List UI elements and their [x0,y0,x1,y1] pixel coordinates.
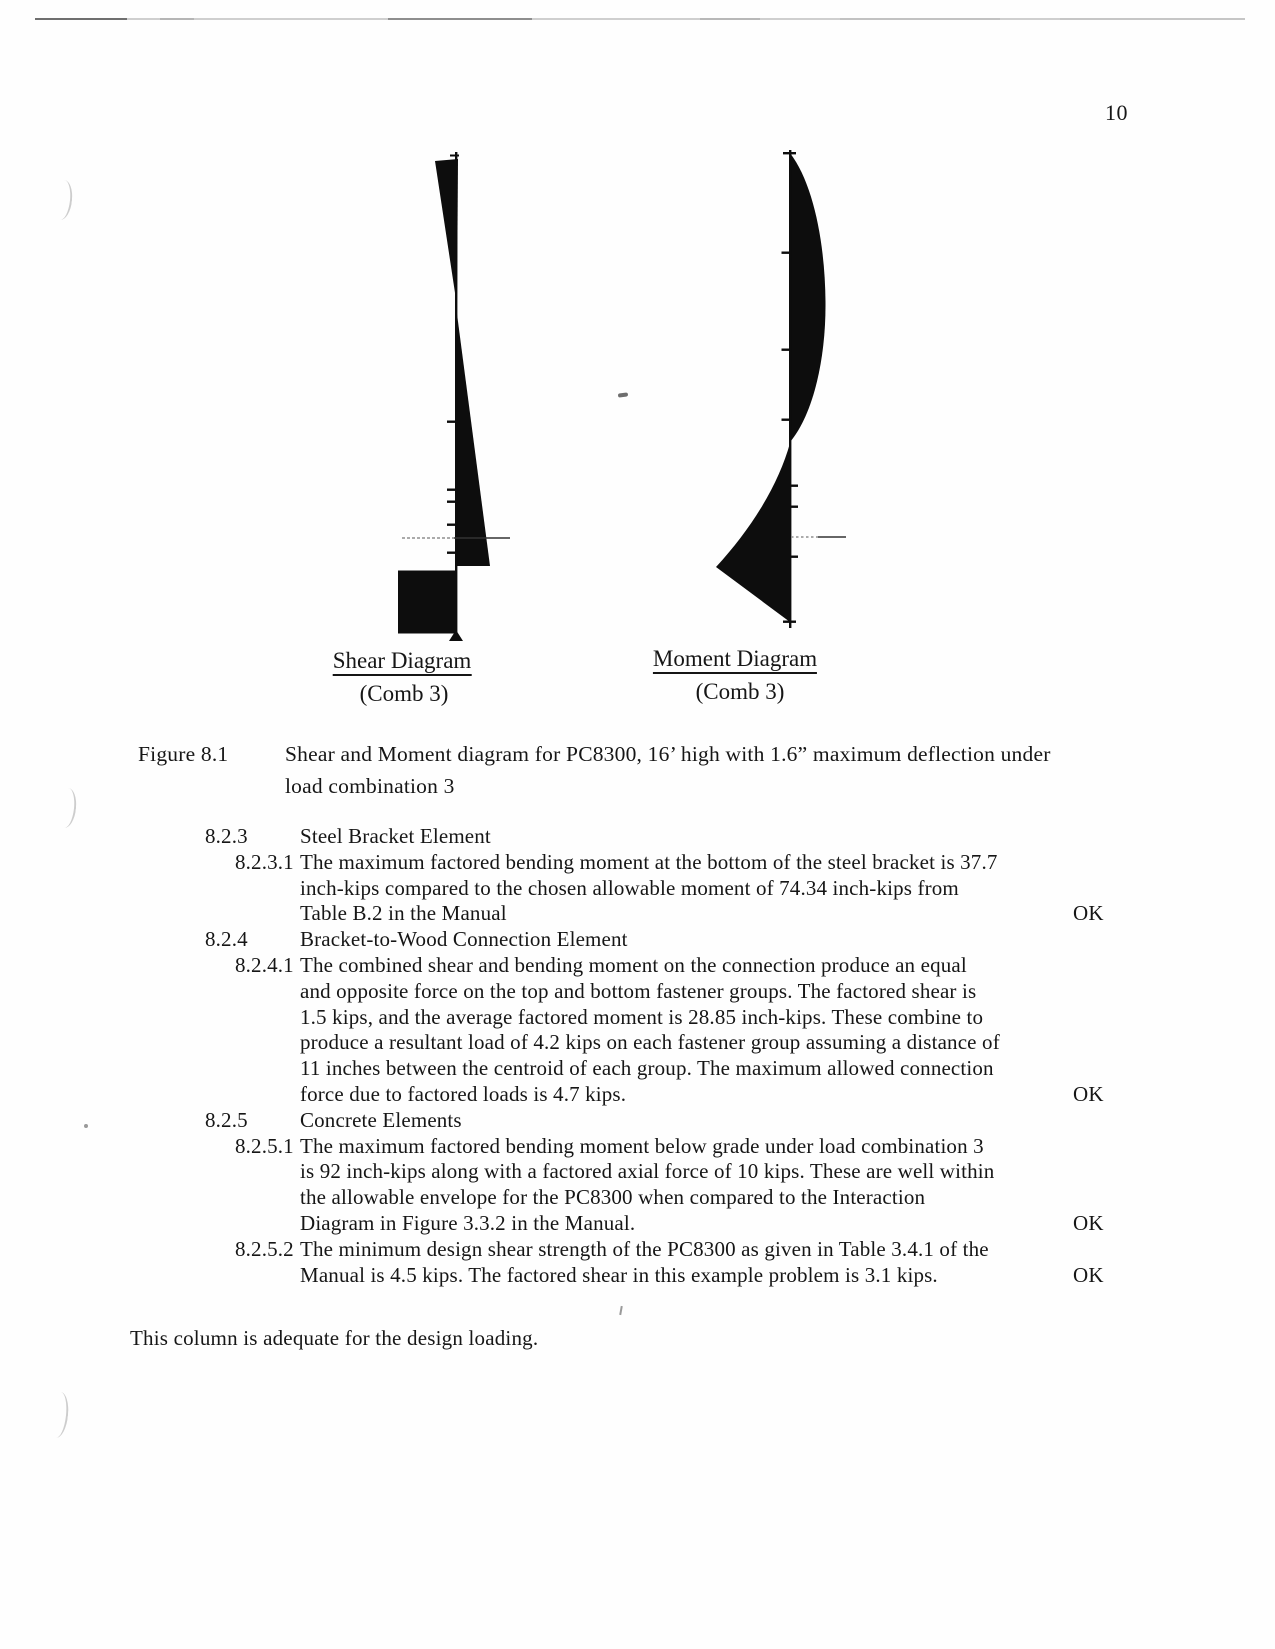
section-body-row [0,1263,1275,1289]
shear-above-grade-left-wedge [435,159,458,306]
section-title: Concrete Elements [300,1107,462,1132]
section-heading-row [0,1108,1275,1134]
moment-tick [790,556,798,558]
moment-tick [782,419,791,421]
page-curl-artifact [54,179,74,220]
moment-tick [782,349,791,351]
item-number: 8.2.5.2 [235,1236,294,1261]
moment-diagram-figure [700,145,850,635]
section-body-row [0,1237,1275,1263]
scan-artifact-segment [700,18,760,20]
item-text-line: The maximum factored bending moment below grade under load combination 3 [300,1133,984,1158]
section-body-row [0,850,1275,876]
section-body-row [0,979,1275,1005]
section-title: Bracket-to-Wood Connection Element [300,927,628,952]
section-body-row [0,1211,1275,1237]
figure-caption-label: Figure 8.1 [138,742,229,766]
scan-artifact-segment [1060,18,1245,20]
moment-above-grade-lobe [790,153,826,442]
section-number: 8.2.4 [205,927,248,952]
moment-tick [790,506,798,508]
closing-statement: This column is adequate for the design loading. [130,1326,539,1350]
shear-tick [447,552,456,554]
moment-axis-top-tick [783,152,796,154]
moment-axis-bottom-tick [783,621,796,623]
scan-artifact-segment [35,18,127,20]
scan-artifact-segment [840,18,1000,20]
figure-caption-line1: Shear and Moment diagram for PC8300, 16’ high with 1.6” maximum deflection under [285,742,1051,766]
section-heading-row [0,824,1275,850]
shear-axis [455,152,457,638]
shear-diagram-figure [395,148,515,645]
moment-diagram-title-text: Moment Diagram [653,646,817,674]
shear-below-grade-block [398,571,456,634]
shear-tick [447,524,456,526]
section-body-row [0,1134,1275,1160]
item-text-line: the allowable envelope for the PC8300 when compared to the Interaction [300,1185,926,1210]
section-body-row [0,1082,1275,1108]
shear-diagram-title-text: Shear Diagram [333,648,472,676]
item-text-line: Table B.2 in the Manual [300,901,507,926]
scan-artifact-segment [388,18,532,20]
section-body-row [0,1030,1275,1056]
page-number: 10 [1105,100,1128,125]
item-text-line: The maximum factored bending moment at the bottom of the steel bracket is 37.7 [300,849,998,874]
item-number: 8.2.5.1 [235,1133,294,1158]
scan-artifact-segment [160,18,194,20]
section-body-row [0,1185,1275,1211]
item-text-line: 11 inches between the centroid of each group. The maximum allowed connection [300,1056,994,1081]
section-body-row [0,1005,1275,1031]
item-text-line: The combined shear and bending moment on the connection produce an equal [300,952,967,977]
ink-smudge [618,392,628,397]
moment-below-grade-lobe [716,443,790,622]
shear-tick [447,501,456,503]
section-title: Steel Bracket Element [300,824,491,848]
item-text-line: Manual is 4.5 kips. The factored shear in this example problem is 3.1 kips. [300,1262,938,1287]
section-number: 8.2.5 [205,1107,248,1132]
figure-caption-line2: load combination 3 [285,774,455,798]
shear-tick [447,421,456,423]
shear-axis-top-tick [450,155,459,157]
section-body-row [0,953,1275,979]
shear-tick [447,489,456,491]
section-heading-row [0,927,1275,953]
item-text-line: and opposite force on the top and bottom fastener groups. The factored shear is [300,978,977,1003]
moment-diagram-title [653,646,817,672]
section-body-row [0,901,1275,927]
shear-diagram-title [333,648,472,674]
page-curl-artifact [58,787,78,828]
sections [0,824,1275,1288]
item-number: 8.2.3.1 [235,849,294,874]
item-text-line: The minimum design shear strength of the PC8300 as given in Table 3.4.1 of the [300,1236,989,1261]
section-body-row [0,876,1275,902]
ok-status: OK [1073,1210,1104,1235]
ink-tick [619,1306,623,1315]
item-text-line: Diagram in Figure 3.3.2 in the Manual. [300,1210,636,1235]
ok-status: OK [1073,1081,1104,1106]
item-text-line: force due to factored loads is 4.7 kips. [300,1081,627,1106]
item-text-line: produce a resultant load of 4.2 kips on each fastener group assuming a distance of [300,1030,1000,1055]
section-body-row [0,1159,1275,1185]
section-body-row [0,1056,1275,1082]
item-text-line: inch-kips compared to the chosen allowable moment of 74.34 inch-kips from [300,875,959,900]
item-text-line: 1.5 kips, and the average factored moment is 28.85 inch-kips. These combine to [300,1004,984,1029]
item-text-line: is 92 inch-kips along with a factored axial force of 10 kips. These are well within [300,1159,995,1184]
shear-diagram-subtitle: (Comb 3) [359,681,449,706]
section-number: 8.2.3 [205,824,248,848]
page-curl-artifact [50,1391,71,1438]
ok-status: OK [1073,1262,1104,1287]
ok-status: OK [1073,901,1104,926]
moment-tick [790,485,798,487]
shear-above-grade-right-wedge [457,314,490,566]
moment-tick [782,252,791,254]
moment-diagram-subtitle: (Comb 3) [695,679,785,704]
item-number: 8.2.4.1 [235,952,294,977]
